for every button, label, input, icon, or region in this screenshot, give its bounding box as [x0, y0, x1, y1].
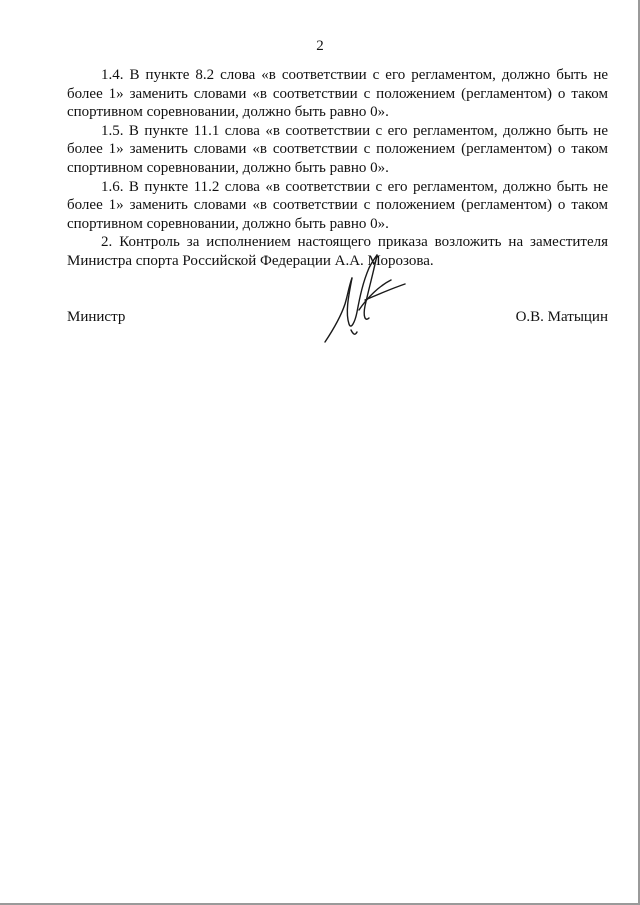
paragraph-2: 2. Контроль за исполнением настоящего приказа возложить на заместителя Министра спорта Российской Федерации А.А. Морозова. [67, 234, 608, 269]
signature-block [67, 250, 608, 350]
signatory-title: Министр [67, 309, 126, 325]
document-body [67, 66, 608, 271]
signatory-name: О.В. Матыцин [515, 309, 608, 325]
paragraph-1-6: 1.6. В пункте 11.2 слова «в соответствии с его регламентом, должно быть не более 1» заменить словами «в соответствии с положением (регламентом) о таком спортивном соревновании, должно быть равно 0». [67, 178, 608, 232]
paragraph-1-4: 1.4. В пункте 8.2 слова «в соответствии с его регламентом, должно быть не более 1» заменить словами «в соответствии с положением (регламентом) о таком спортивном соревновании, должно быть равно 0». [67, 67, 608, 121]
handwritten-signature [319, 250, 419, 345]
paragraph-1-5: 1.5. В пункте 11.1 слова «в соответствии с его регламентом, должно быть не более 1» заменить словами «в соответствии с положением (регламентом) о таком спортивном соревновании, должно быть равно 0». [67, 122, 608, 176]
page-number: 2 [316, 38, 324, 54]
